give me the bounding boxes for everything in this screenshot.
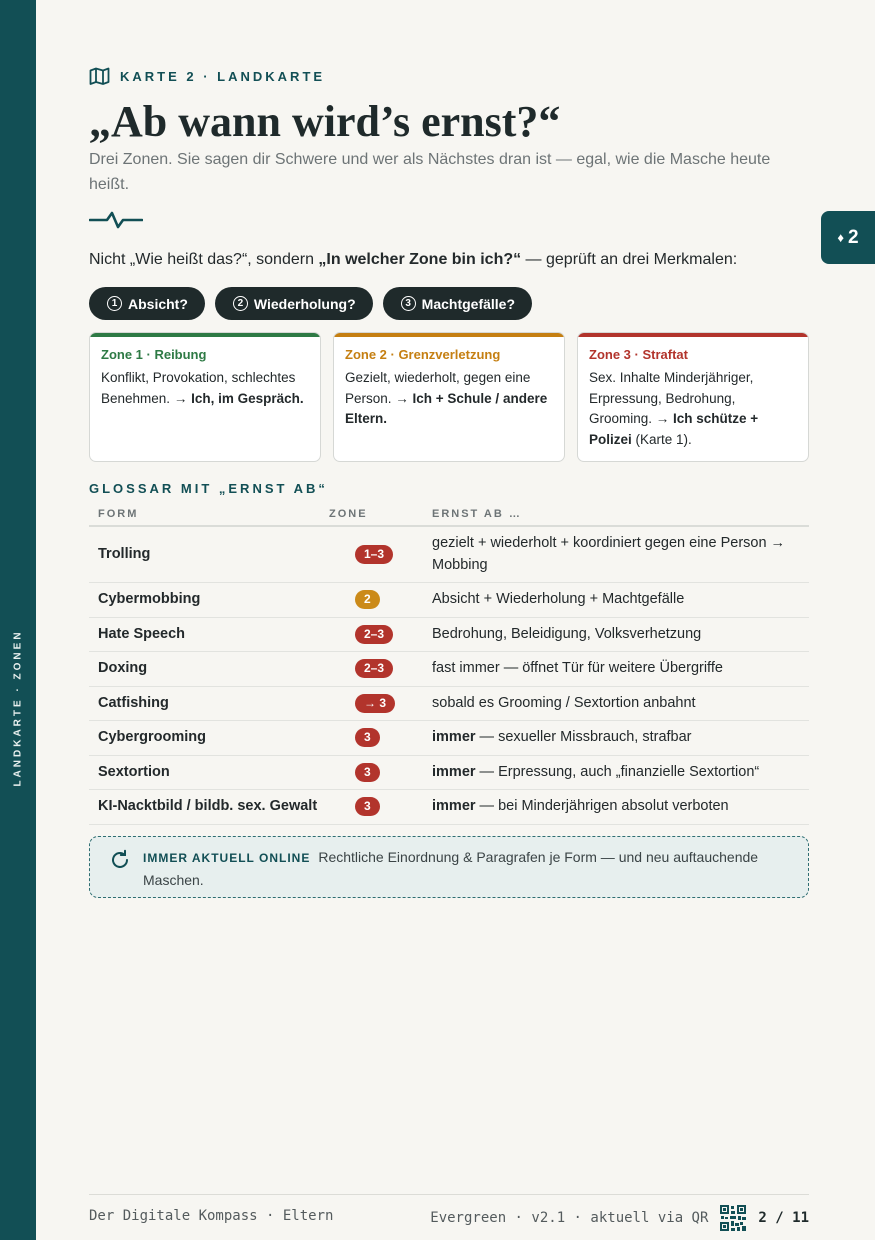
zone-after: (Karte 1). <box>631 431 692 447</box>
table-row <box>89 583 809 618</box>
ernst-ab-text: fast immer — öffnet Tür für weitere Übergriffe <box>432 660 723 676</box>
number-circle-icon: 3 <box>401 296 416 311</box>
table-row <box>89 617 809 652</box>
zone-title: Zone 3 · Straftat <box>589 347 688 362</box>
criterion-label: Absicht? <box>128 295 188 312</box>
form-name: KI-Nacktbild / bildb. sex. Gewalt <box>89 790 329 825</box>
zone-cell <box>329 652 423 687</box>
criteria-pills <box>89 287 532 320</box>
zone-badge: 3 <box>355 797 380 816</box>
glossary-table <box>89 502 809 825</box>
table-header-row <box>89 502 809 526</box>
table-row <box>89 686 809 721</box>
table-row <box>89 790 809 825</box>
lead-text <box>89 251 737 269</box>
zone-cell <box>329 686 423 721</box>
header-ernst: ERNST AB … <box>423 502 809 526</box>
criterion-pill[interactable] <box>383 287 532 320</box>
zone-action: → Ich + Schule / andere Eltern. <box>345 390 548 426</box>
criterion-label: Wiederholung? <box>253 295 356 312</box>
lead-suffix: — geprüft an drei Merkmalen: <box>521 251 738 268</box>
header-form: FORM <box>89 502 329 526</box>
map-icon <box>89 67 110 85</box>
zone-text: Sex. Inhalte Minderjähriger, Erpressung, Bedrohung, Grooming. <box>589 370 754 426</box>
zone-description <box>101 368 309 409</box>
pulse-icon <box>89 207 143 233</box>
number-circle-icon: 2 <box>233 296 248 311</box>
ernst-ab-text: — bei Minderjährigen absolut verboten <box>475 798 729 814</box>
zone-cell <box>329 790 423 825</box>
page-title: „Ab wann wird’s ernst?“ <box>89 97 561 146</box>
sidebar-label: LANDKARTE · ZONEN <box>12 629 24 787</box>
criterion-label: Machtgefälle? <box>421 295 516 312</box>
zone-card-1 <box>89 332 321 462</box>
table-row <box>89 526 809 583</box>
header-zone: ZONE <box>329 502 423 526</box>
zone-badge: 2 <box>355 590 380 609</box>
glossary-body <box>89 526 809 824</box>
lead-bold: „In welcher Zone bin ich?“ <box>318 251 522 268</box>
form-name: Catfishing <box>89 686 329 721</box>
form-name: Hate Speech <box>89 617 329 652</box>
ernst-ab-text: Bedrohung, Beleidigung, Volksverhetzung <box>432 625 702 642</box>
glossary-title: GLOSSAR MIT „ERNST AB“ <box>89 481 328 496</box>
kicker <box>89 67 325 85</box>
qr-code-icon[interactable] <box>720 1205 746 1231</box>
criterion-pill[interactable] <box>215 287 373 320</box>
online-text: Rechtliche Einordnung & Paragrafen je Form — und neu auftauchende Maschen. <box>143 849 759 888</box>
ernst-ab-emphasis: immer <box>432 798 476 814</box>
form-name: Sextortion <box>89 755 329 790</box>
kicker-text: KARTE 2 · LANDKARTE <box>120 68 326 84</box>
ernst-ab-cell <box>423 652 809 687</box>
zone-text: Konflikt, Provokation, schlechtes Benehmen. <box>101 370 296 406</box>
ernst-ab-cell <box>423 583 809 618</box>
ernst-ab-text: — sexueller Missbrauch, strafbar <box>475 729 692 745</box>
zone-title: Zone 1 · Reibung <box>101 347 207 362</box>
diamond-icon: ♦ <box>837 230 845 245</box>
footer-right <box>430 1205 809 1231</box>
ernst-ab-cell <box>423 526 809 583</box>
zone-description <box>345 368 553 430</box>
table-row <box>89 755 809 790</box>
zone-cards <box>89 332 809 462</box>
zone-cell <box>329 526 423 583</box>
card-tab-marker[interactable] <box>821 211 875 264</box>
zone-card-3 <box>577 332 809 462</box>
zone-cell <box>329 755 423 790</box>
ernst-ab-cell <box>423 755 809 790</box>
form-name: Cybermobbing <box>89 583 329 618</box>
zone-action: → Ich schütze + Polizei <box>589 411 759 447</box>
zone-badge: → 3 <box>355 694 395 713</box>
zone-action: → Ich, im Gespräch. <box>173 390 304 406</box>
card-number: 2 <box>848 226 859 248</box>
ernst-ab-text: Absicht + Wiederholung + Machtgefälle <box>432 591 685 607</box>
page-subtitle: Drei Zonen. Sie sagen dir Schwere und wer als Nächstes dran ist — egal, wie die Masche heute heißt. <box>89 151 771 193</box>
ernst-ab-cell <box>423 686 809 721</box>
table-row <box>89 652 809 687</box>
zone-cell <box>329 617 423 652</box>
zone-badge: 2–3 <box>355 625 393 644</box>
footer <box>89 1194 809 1240</box>
zone-title: Zone 2 · Grenzverletzung <box>345 347 501 362</box>
page-number: 2 / 11 <box>758 1210 809 1226</box>
ernst-ab-text: sobald es Grooming / Sextortion anbahnt <box>432 694 696 711</box>
ernst-ab-text: gezielt + wiederholt + koordiniert gegen eine Person → Mobbing <box>432 535 786 573</box>
criterion-pill[interactable] <box>89 287 205 320</box>
sidebar <box>0 0 36 1240</box>
footer-left: Der Digitale Kompass · Eltern <box>89 1208 334 1224</box>
zone-text: Gezielt, wiederholt, gegen eine Person. <box>345 370 531 406</box>
number-circle-icon: 1 <box>107 296 122 311</box>
zone-description <box>589 368 797 450</box>
form-name: Trolling <box>89 526 329 583</box>
zone-cell <box>329 721 423 756</box>
zone-cell <box>329 583 423 618</box>
zone-badge: 3 <box>355 763 380 782</box>
ernst-ab-text: — Erpressung, auch „finanzielle Sextortion“ <box>475 763 760 780</box>
online-callout[interactable] <box>89 836 809 898</box>
online-label: IMMER AKTUELL ONLINE <box>143 851 311 865</box>
zone-card-2 <box>333 332 565 462</box>
form-name: Doxing <box>89 652 329 687</box>
table-row <box>89 721 809 756</box>
footer-version: Evergreen · v2.1 · aktuell via QR <box>430 1210 709 1226</box>
refresh-icon <box>109 849 131 871</box>
ernst-ab-cell <box>423 617 809 652</box>
lead-prefix: Nicht „Wie heißt das?“, sondern <box>89 251 319 268</box>
ernst-ab-emphasis: immer <box>432 729 476 745</box>
ernst-ab-emphasis: immer <box>432 763 476 780</box>
form-name: Cybergrooming <box>89 721 329 756</box>
ernst-ab-cell <box>423 721 809 756</box>
zone-badge: 3 <box>355 728 380 747</box>
zone-badge: 2–3 <box>355 659 393 678</box>
zone-badge: 1–3 <box>355 545 393 564</box>
ernst-ab-cell <box>423 790 809 825</box>
